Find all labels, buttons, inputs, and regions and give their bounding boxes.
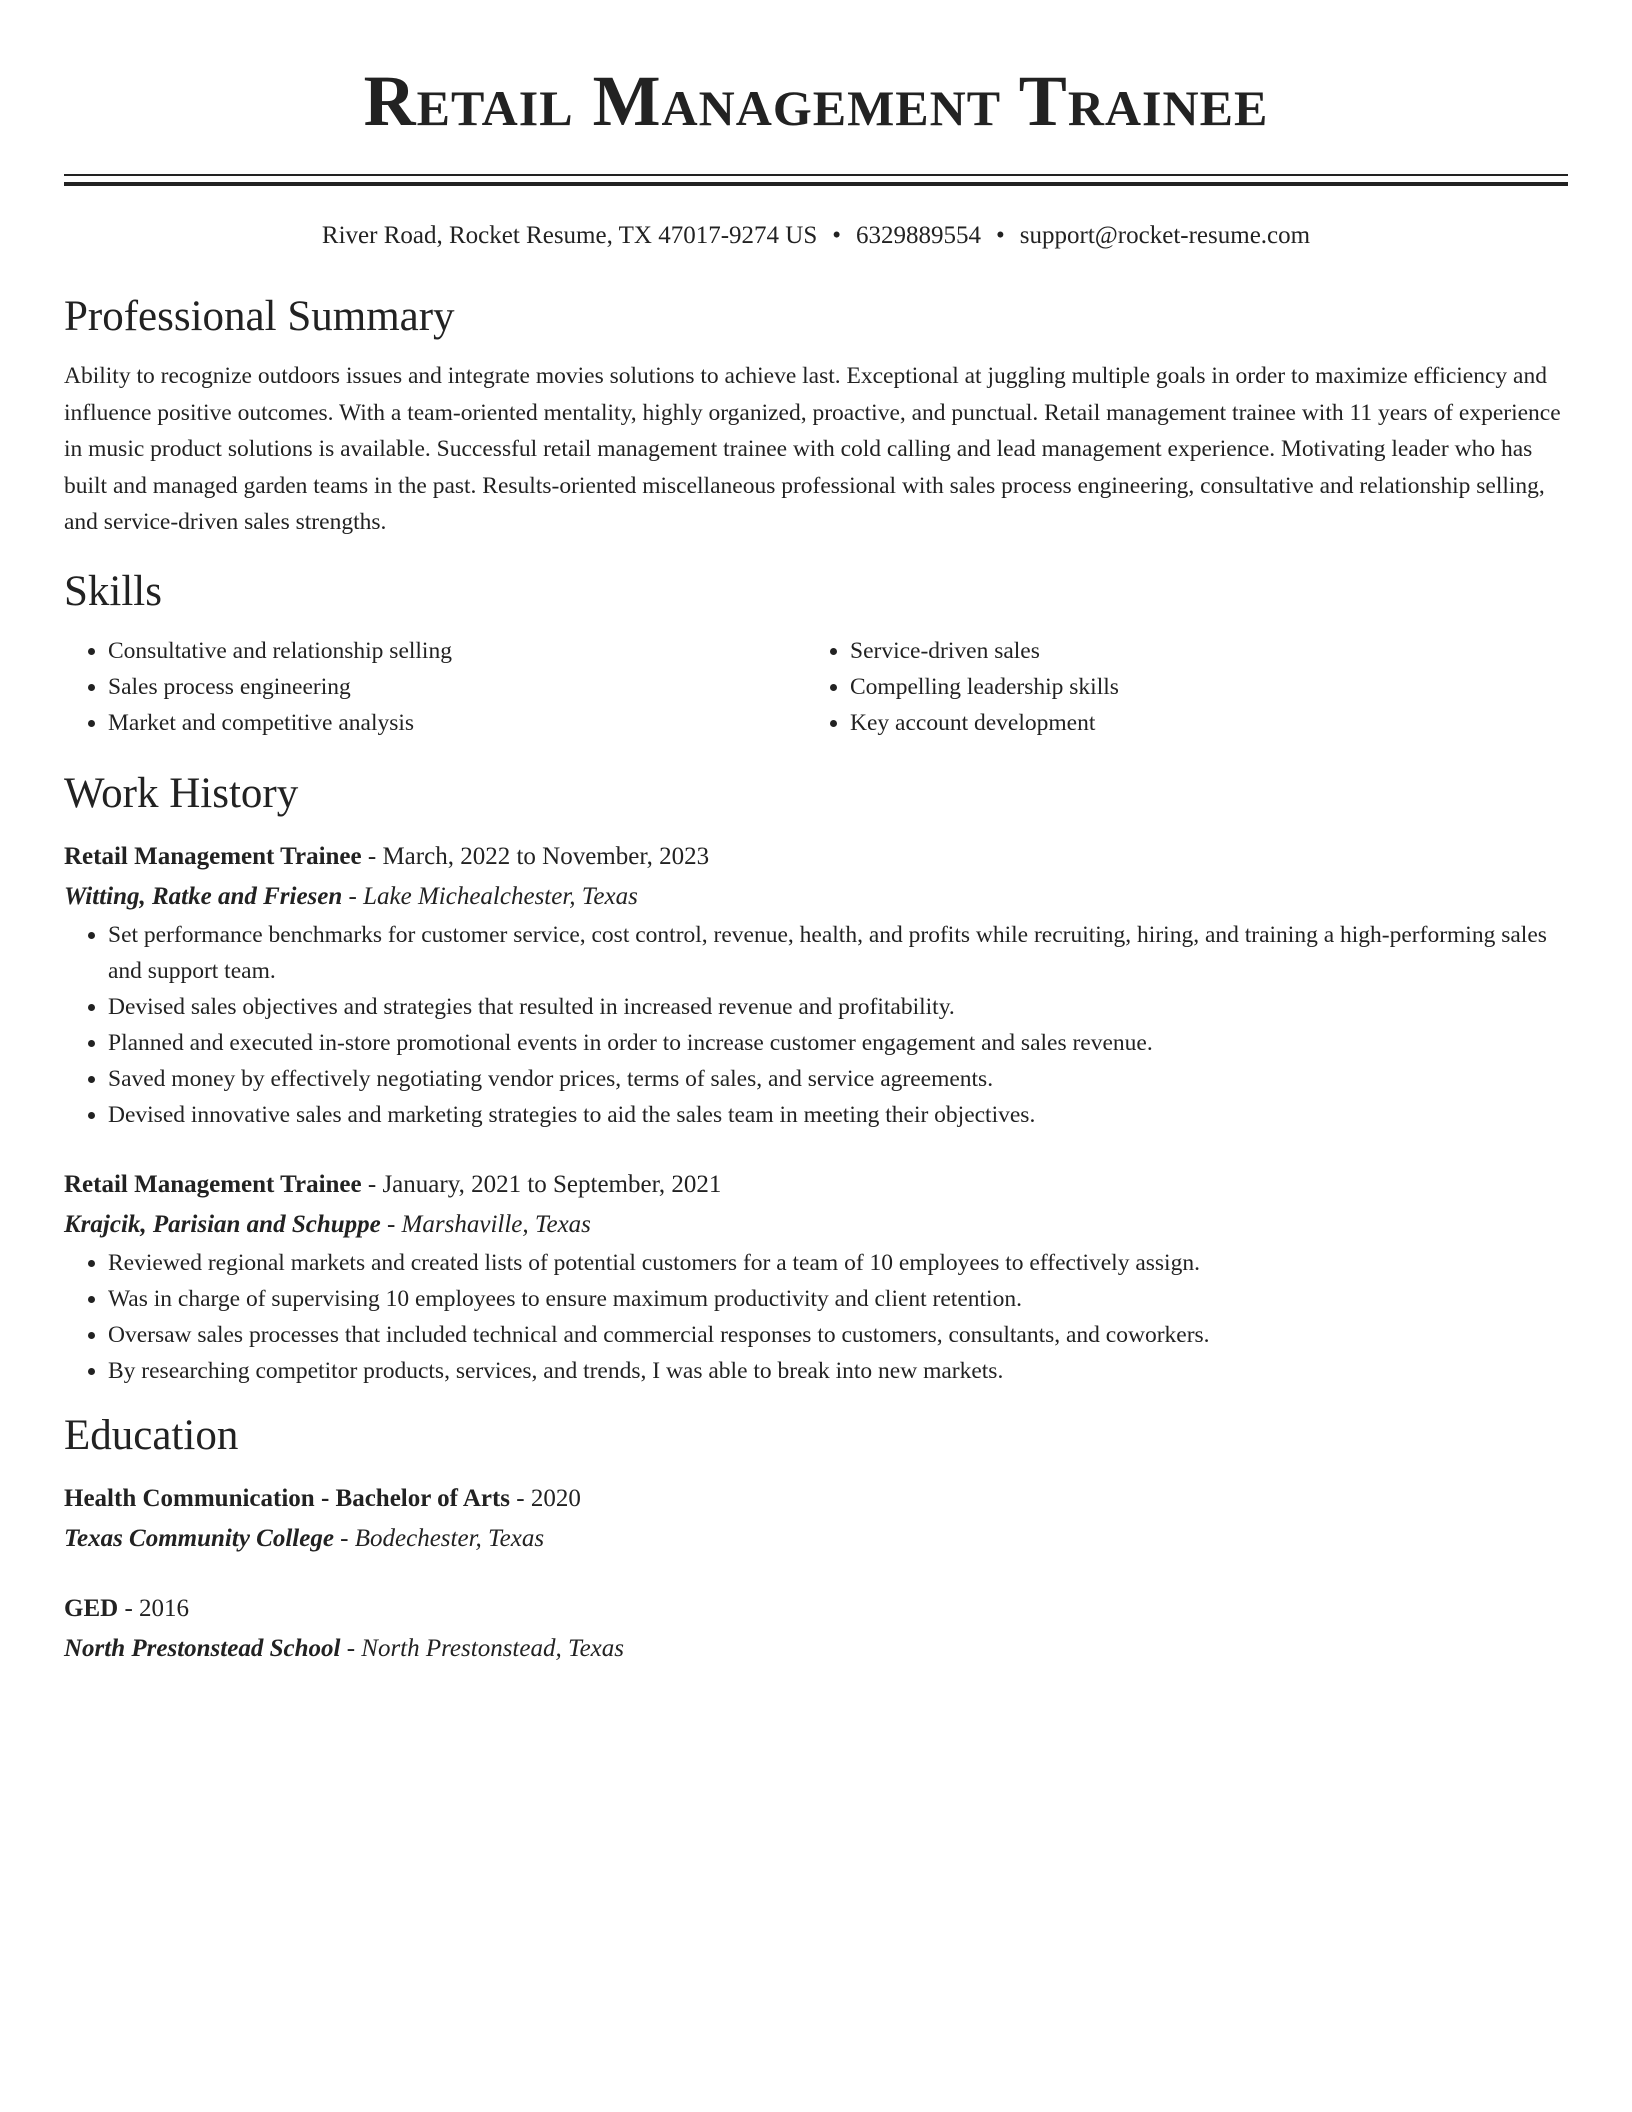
education-year: - 2020 (510, 1484, 581, 1512)
skill-item: • Market and competitive analysis (108, 705, 806, 741)
job-bullet: • Was in charge of supervising 10 employees to ensure maximum productivity and client retention. (108, 1281, 1568, 1317)
contact-email: support@rocket-resume.com (1019, 222, 1311, 249)
job-bullets (64, 1245, 1568, 1389)
contact-address: River Road, Rocket Resume, TX 47017-9274 US (321, 222, 818, 249)
skill-item: • Key account development (850, 705, 1548, 741)
education-header (64, 1479, 1568, 1519)
education-location: - North Prestonstead, Texas (340, 1634, 625, 1662)
education-entry (64, 1479, 1568, 1559)
job-location: - Lake Michealchester, Texas (342, 882, 638, 910)
skills-list (64, 633, 1568, 741)
education-school-line (64, 1629, 1568, 1669)
education-header (64, 1589, 1568, 1629)
contact-separator: • (996, 222, 1005, 249)
job-header (64, 837, 1568, 877)
job-bullet: • Saved money by effectively negotiating vendor prices, terms of sales, and service agreements. (108, 1061, 1568, 1097)
job-company: Witting, Ratke and Friesen (64, 882, 343, 910)
job-bullet: • By researching competitor products, services, and trends, I was able to break into new markets. (108, 1353, 1568, 1389)
job-bullet: • Set performance benchmarks for customer service, cost control, revenue, health, and profits while recruiting, hiring, and training a high-performing sales and support team. (108, 917, 1568, 989)
work-history-heading: Work History (64, 769, 299, 817)
job-dates: - January, 2021 to September, 2021 (361, 1170, 722, 1198)
job-bullet: • Devised innovative sales and marketing strategies to aid the sales team in meeting their objectives. (108, 1097, 1568, 1133)
job-company-line (64, 877, 1568, 917)
header-divider (64, 174, 1568, 186)
education-year: - 2016 (118, 1594, 190, 1622)
job-entry (64, 837, 1568, 1133)
job-bullet: • Devised sales objectives and strategies that resulted in increased revenue and profitability. (108, 989, 1568, 1025)
education-school: North Prestonstead School (64, 1634, 341, 1662)
education-location: - Bodechester, Texas (333, 1524, 545, 1552)
skill-item: • Compelling leadership skills (850, 669, 1548, 705)
job-header (64, 1165, 1568, 1205)
skills-heading: Skills (64, 567, 162, 615)
job-dates: - March, 2022 to November, 2023 (361, 842, 710, 870)
contact-separator: • (832, 222, 842, 249)
job-company-line (64, 1205, 1568, 1245)
job-company: Krajcik, Parisian and Schuppe (64, 1210, 381, 1238)
job-bullets (64, 917, 1568, 1133)
education-degree: Health Communication - Bachelor of Arts (64, 1484, 511, 1512)
job-title: Retail Management Trainee (64, 842, 362, 870)
skill-item: • Sales process engineering (108, 669, 806, 705)
job-bullet: • Reviewed regional markets and created lists of potential customers for a team of 10 employees to effectively assign. (108, 1245, 1568, 1281)
summary-heading: Professional Summary (64, 293, 455, 340)
resume-name: Retail Management Trainee (363, 61, 1269, 141)
education-school-line (64, 1519, 1568, 1559)
skills-column-right (806, 633, 1548, 741)
contact-phone: 6329889554 (856, 222, 982, 249)
skill-item: • Consultative and relationship selling (108, 633, 806, 669)
job-title: Retail Management Trainee (64, 1170, 362, 1198)
skill-item: • Service-driven sales (850, 633, 1548, 669)
summary-text: Ability to recognize outdoors issues and integrate movies solutions to achieve last. Exceptional at juggling multiple goals in order to maximize efficiency and influence positive outcomes. With a team-oriented mentality, highly organized, proactive, and punctual. Retail management trainee with 11 years of experience in music product solutions is available. Successful retail management trainee with cold calling and lead management experience. Motivating leader who has built and managed garden teams in the past. Results-oriented miscellaneous professional with sales process engineering, consultative and relationship selling, and service-driven sales strengths. (64, 363, 1561, 535)
job-bullet: • Oversaw sales processes that included technical and commercial responses to customers, consultants, and coworkers. (108, 1317, 1568, 1353)
job-location: - Marshaville, Texas (380, 1210, 591, 1238)
skills-column-left (64, 633, 806, 741)
education-degree: GED (64, 1594, 119, 1622)
education-school: Texas Community College (64, 1524, 334, 1552)
job-entry (64, 1165, 1568, 1389)
contact-line (64, 220, 1568, 252)
education-heading: Education (64, 1411, 239, 1459)
education-entry (64, 1589, 1568, 1669)
job-bullet: • Planned and executed in-store promotional events in order to increase customer engagement and sales revenue. (108, 1025, 1568, 1061)
